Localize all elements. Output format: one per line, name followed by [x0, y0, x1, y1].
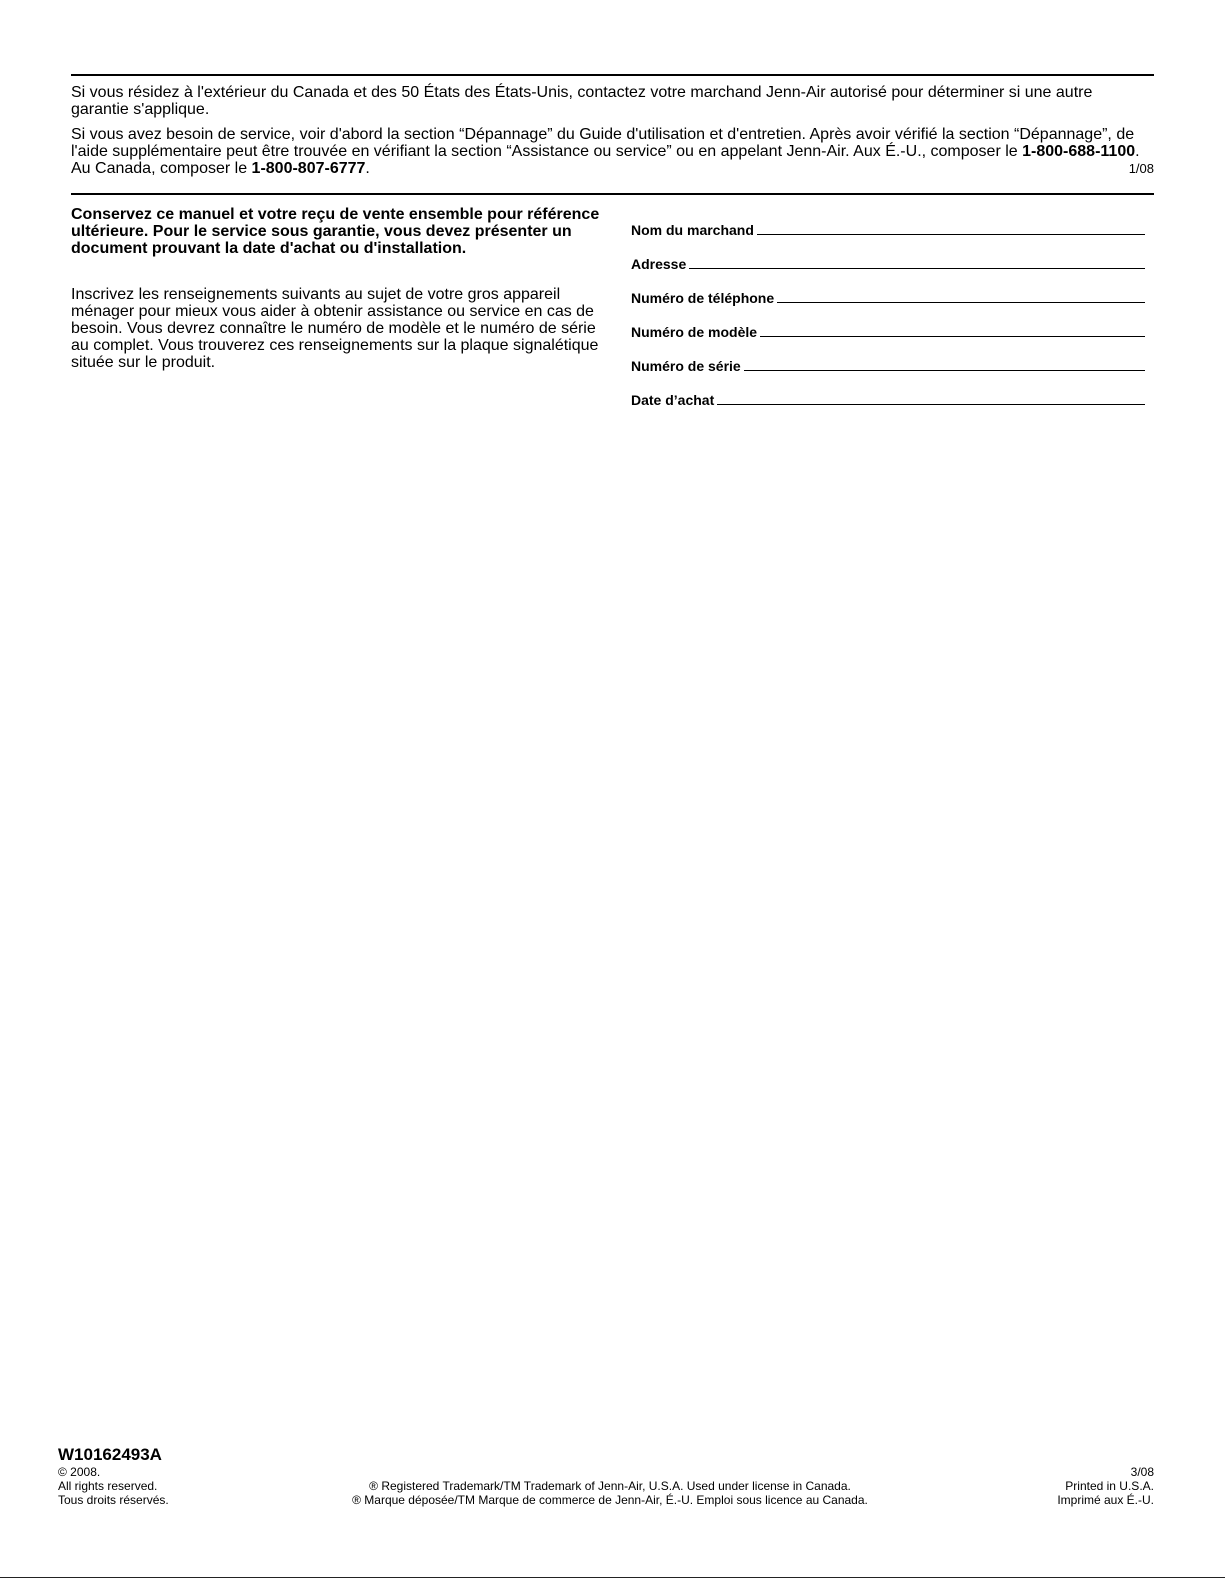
service-text-part-1: Si vous avez besoin de service, voir d'abord la section “Dépannage” du Guide d'utilisation et d'entretien. Après avoir vérifié la section “Dépannage”, de l'aide supplémentaire peut être trouvée en vérifiant la section “Assistance ou service” ou en appelant Jenn-Air. Aux É.-U., composer le — [71, 126, 1135, 160]
service-info-text — [71, 126, 1154, 177]
field-blank-line — [760, 335, 1145, 337]
field-phone[interactable] — [631, 272, 1145, 306]
outside-coverage-text: Si vous résidez à l'extérieur du Canada et des 50 États des États-Unis, contactez votre marchand Jenn-Air autorisé pour déterminer si une autre garantie s'applique. — [71, 84, 1093, 118]
rights-french: Tous droits réservés. — [58, 1493, 169, 1507]
record-info-text: Inscrivez les renseignements suivants au sujet de votre gros appareil ménager pour mieux vous aider à obtenir assistance ou service en cas de besoin. Vous devrez connaître le numéro de modèle et le numéro de série au complet. Vous trouverez ces renseignements sur la plaque signalétique située sur le produit. — [71, 286, 599, 371]
trademark-block — [260, 1479, 960, 1507]
trademark-french: ® Marque déposée/TM Marque de commerce de Jenn-Air, É.-U. Emploi sous licence au Canada. — [352, 1493, 868, 1507]
phone-canada: 1-800-807-6777 — [251, 160, 366, 177]
field-model-number[interactable] — [631, 306, 1145, 340]
field-label: Date d’achat — [631, 392, 715, 408]
field-blank-line — [777, 301, 1145, 303]
edition-date: 1/08 — [1128, 161, 1154, 176]
purchase-info-form — [631, 204, 1145, 408]
printed-french: Imprimé aux É.-U. — [1057, 1493, 1154, 1507]
field-label: Numéro de téléphone — [631, 290, 775, 306]
printed-english: Printed in U.S.A. — [1065, 1479, 1154, 1493]
phone-us: 1-800-688-1100 — [1022, 143, 1136, 160]
field-label: Numéro de modèle — [631, 324, 758, 340]
print-date: 3/08 — [1130, 1465, 1154, 1479]
field-label: Numéro de série — [631, 358, 741, 374]
section-divider — [71, 193, 1154, 195]
service-text-part-2: . Au Canada, composer le — [71, 143, 1140, 177]
top-divider — [71, 74, 1154, 76]
field-blank-line — [757, 233, 1145, 235]
document-number: W10162493A — [58, 1445, 162, 1464]
page-bottom-edge — [0, 1577, 1225, 1578]
field-blank-line — [717, 403, 1145, 405]
field-dealer-name[interactable] — [631, 204, 1145, 238]
copyright-block — [58, 1465, 169, 1507]
field-serial-number[interactable] — [631, 340, 1145, 374]
field-blank-line — [689, 267, 1145, 269]
rights-english: All rights reserved. — [58, 1479, 158, 1493]
field-label: Nom du marchand — [631, 222, 754, 238]
field-address[interactable] — [631, 238, 1145, 272]
trademark-english: ® Registered Trademark/TM Trademark of Jenn-Air, U.S.A. Used under license in Canada. — [369, 1479, 851, 1493]
service-text-part-3: . — [365, 160, 370, 177]
field-blank-line — [744, 369, 1145, 371]
print-info-block — [1057, 1465, 1154, 1507]
field-purchase-date[interactable] — [631, 374, 1145, 408]
keep-manual-notice: Conservez ce manuel et votre reçu de vente ensemble pour référence ultérieure. Pour le service sous garantie, vous devez présenter un document prouvant la date d'achat ou d'installation. — [71, 206, 600, 257]
field-label: Adresse — [631, 256, 687, 272]
copyright: © 2008. — [58, 1465, 101, 1479]
